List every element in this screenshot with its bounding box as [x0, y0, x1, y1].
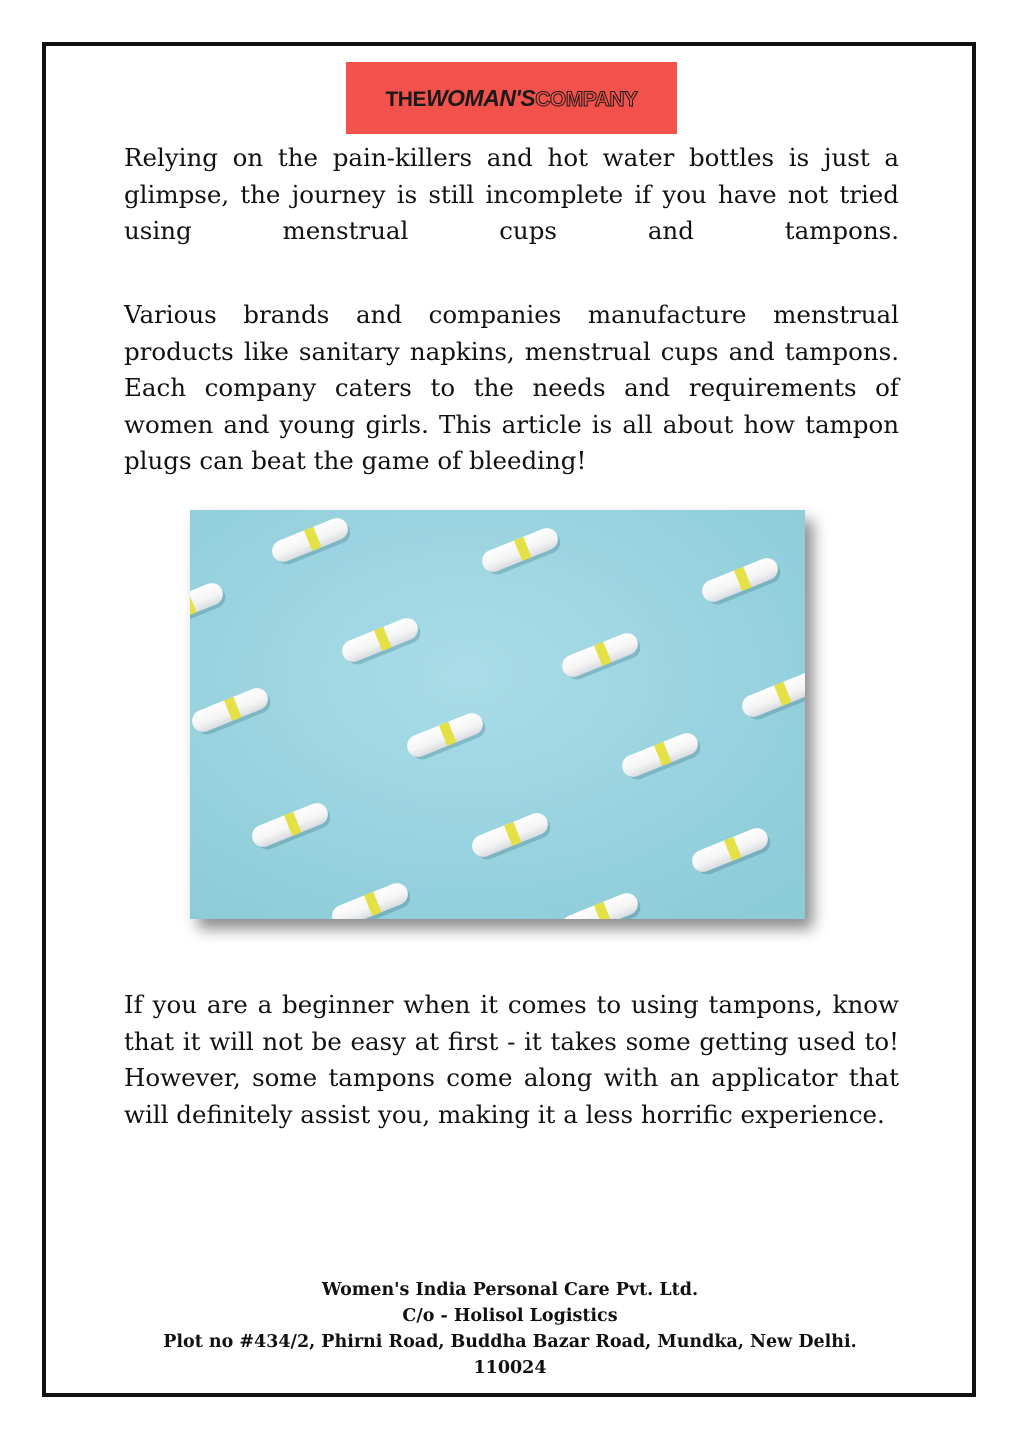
footer-company: Women's India Personal Care Pvt. Ltd. [321, 1280, 699, 1300]
logo-wordmark: THEWOMAN'SCOMPANY [385, 84, 638, 111]
footer-address [80, 1277, 940, 1381]
brands-paragraph: Various brands and companies manufacture menstrual products like sanitary napkins, menstrual cups and tampons. Each company caters to the needs and requirements of women and young girls. This article is all about how tampon plugs can beat the game of bleeding! [124, 300, 899, 475]
beginner-paragraph: If you are a beginner when it comes to using tampons, know that it will not be easy at first - it takes some getting used to! However, some tampons come along with an applicator that will definitely assist you, making it a less horrific experience. [124, 990, 899, 1129]
footer-care-of: C/o - Holisol Logistics [402, 1306, 618, 1326]
tampons-photo [190, 510, 805, 919]
company-logo [346, 62, 677, 134]
footer-pincode: 110024 [473, 1358, 547, 1378]
intro-paragraph: Relying on the pain-killers and hot water bottles is just a glimpse, the journey is still incomplete if you have not tried using menstrual cups and tampons. [124, 143, 899, 245]
tampons-on-blue-photo-icon [190, 510, 805, 919]
footer-address-line: Plot no #434/2, Phirni Road, Buddha Bazar Road, Mundka, New Delhi. [163, 1332, 857, 1352]
